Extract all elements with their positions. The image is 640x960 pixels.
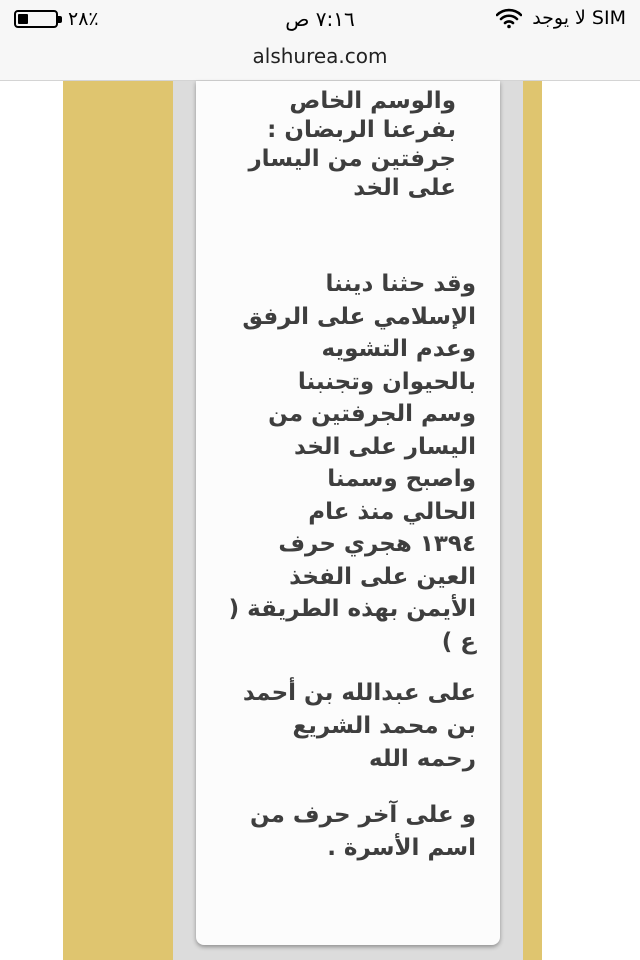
status-bar xyxy=(0,0,640,40)
paragraph-person-name: على عبدالله بن أحمد بن محمد الشريع رحمه الله xyxy=(242,680,476,772)
paragraph-religious-guidance: وقد حثنا ديننا الإسلامي على الرفق وعدم التشويه بالحيوان وتجنبنا وسم الجرفتين من اليسار على الخد واصبح وسمنا الحالي منذ عام ١٣٩٤ هجري حرف العين على الفخذ الأيمن بهذه الطريقة ( ع ) xyxy=(228,271,476,655)
carrier-info xyxy=(496,7,626,29)
status-time: ٧:١٦ ص xyxy=(285,7,355,31)
address-bar[interactable] xyxy=(0,40,640,81)
paragraph-family-letter: و على آخر حرف من اسم الأسرة . xyxy=(249,802,476,861)
web-page xyxy=(0,81,640,960)
wifi-icon xyxy=(496,7,522,29)
battery-percent: ٢٨٪ xyxy=(68,8,99,30)
url-text[interactable]: alshurea.com xyxy=(252,44,388,68)
carrier-label: لا يوجد SIM xyxy=(532,7,626,29)
paragraph-brand-mark: والوسم الخاص بفرعنا الربضان : جرفتين من اليسار على الخد xyxy=(248,88,456,201)
article-card xyxy=(196,81,500,945)
